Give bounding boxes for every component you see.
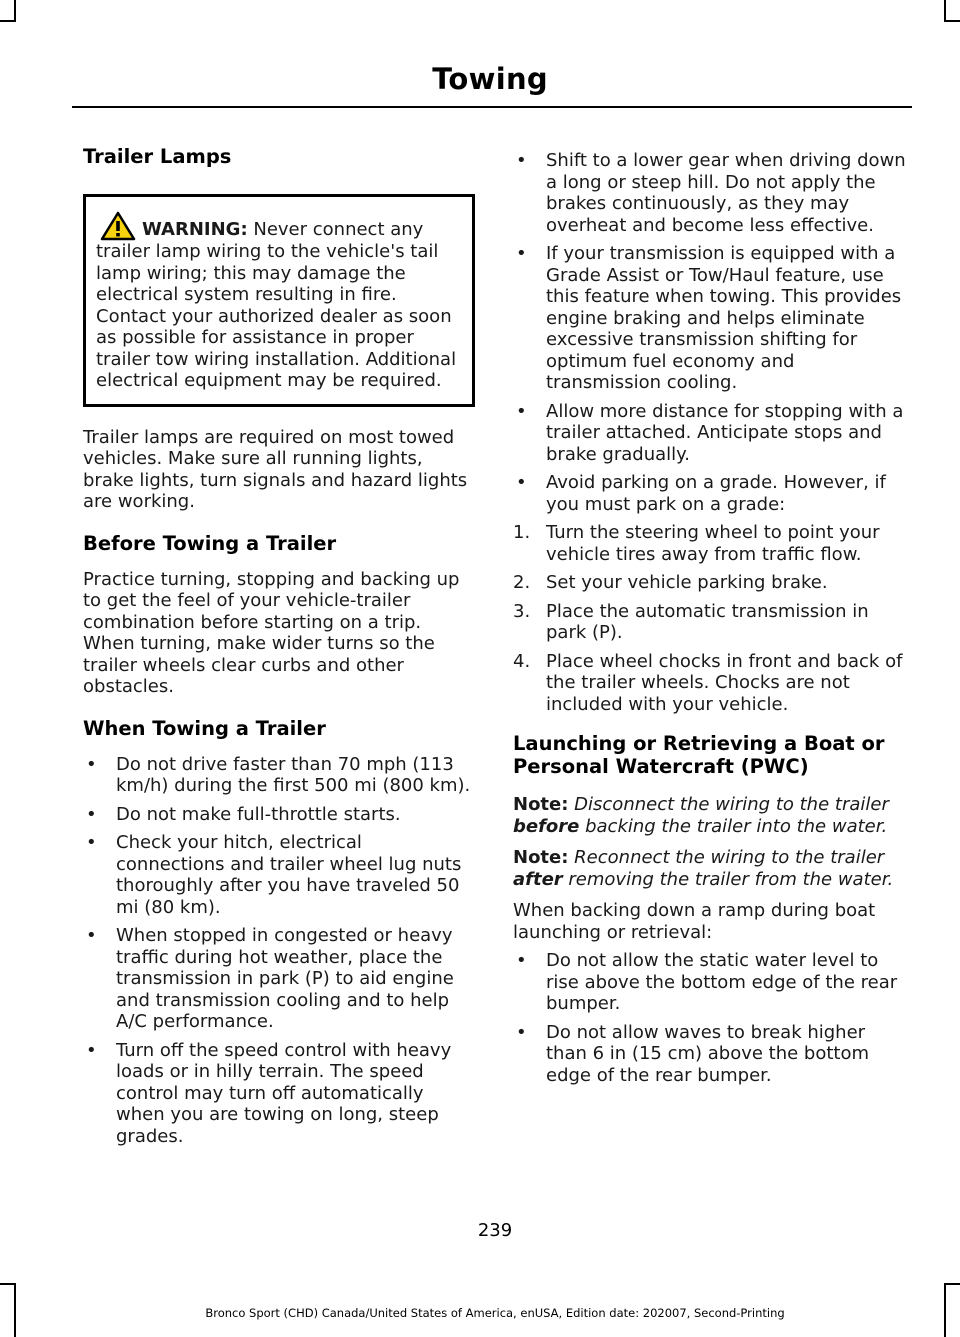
bullet-icon: • [86,753,97,775]
list-item-text: Do not allow waves to break higher than 6 in (15 cm) above the bottom edge of the rear bumper. [546,1021,870,1086]
list-item [513,243,908,394]
note-text: backing the trailer into the water. [579,815,888,837]
launching-heading: Launching or Retrieving a Boat or Personal Watercraft (PWC) [513,732,885,778]
list-item [513,401,908,466]
step-number: 1. [513,522,531,543]
before-towing-heading: Before Towing a Trailer [83,531,337,555]
parking-steps-list [513,522,908,715]
note-disconnect [513,794,908,837]
step-text: Set your vehicle parking brake. [546,572,828,593]
bullet-icon: • [86,832,97,853]
bullet-icon: • [516,243,527,264]
note-emphasis: after [513,868,563,890]
bullet-icon: • [516,150,527,171]
warning-label: WARNING: [142,219,248,240]
list-item [83,925,475,1033]
note-label: Note: [513,847,569,868]
note-text: Disconnect the wiring to the trailer [568,794,889,815]
before-towing-text: Practice turning, stopping and backing up to get the feel of your vehicle-trailer combination before starting on a trip. When turning, make wider turns so the trailer wheels clear curbs and other obstacles. [83,568,460,697]
note-text: removing the trailer from the water. [562,868,894,890]
list-item-text: Do not allow the static water level to rise above the bottom edge of the rear bumper. [546,950,898,1014]
list-item [83,804,475,826]
list-item-text: If your transmission is equipped with a Grade Assist or Tow/Haul feature, use this feature when towing. This provides engine braking and helps eliminate excessive transmission shifting for optimum fuel economy and transmission cooling. [546,243,902,393]
page-title: Towing [432,62,548,96]
list-item [83,832,475,918]
list-item-text: When stopped in congested or heavy traffic during hot weather, place the transmission in park (P) to aid engine and transmission cooling and to help A/C performance. [116,925,454,1032]
bullet-icon: • [516,472,527,493]
trailer-lamps-heading: Trailer Lamps [83,145,232,168]
bullet-icon: • [86,925,97,946]
step-number: 2. [513,572,531,593]
crop-mark [0,20,16,22]
bullet-icon: • [86,1039,97,1061]
step-item [513,572,908,594]
note-emphasis: before [513,815,580,837]
trailer-lamps-text: Trailer lamps are required on most towed vehicles. Make sure all running lights, brake lights, turn signals and hazard lights are working. [83,426,468,512]
note-label: Note: [513,794,569,815]
edition-footer: Bronco Sport (CHD) Canada/United States of America, enUSA, Edition date: 202007, Second-Printing [205,1306,785,1320]
bullet-icon: • [516,400,527,422]
bullet-icon: • [86,803,97,825]
warning-text: Never connect any trailer lamp wiring to the vehicle's tail lamp wiring; this may damage the electrical system resulting in fire. Contact your authorized dealer as soon as possible for assistance in proper trailer tow wiring installation. Additional electrical equipment may be required. [96,219,457,391]
list-item-text: Allow more distance for stopping with a trailer attached. Anticipate stops and brake gradually. [546,400,904,465]
towing-tips-list [513,150,908,515]
list-item [513,472,908,515]
note-text: Reconnect the wiring to the trailer [568,847,885,868]
crop-mark [944,1283,960,1285]
list-item [83,1040,475,1148]
right-column [513,150,908,1086]
note-reconnect [513,847,908,890]
warning-triangle-icon [100,211,136,241]
page-number: 239 [477,1220,513,1241]
boat-launch-list [513,950,908,1086]
bullet-icon: • [516,1021,527,1043]
step-text: Turn the steering wheel to point your vehicle tires away from traffic flow. [546,522,880,565]
list-item-text: Do not make full-throttle starts. [116,803,401,825]
crop-mark [14,0,16,20]
list-item-text: Shift to a lower gear when driving down a long or steep hill. Do not apply the brakes continuously, as they may overheat and become less effective. [546,150,906,236]
step-number: 3. [513,600,531,622]
list-item-text: Check your hitch, electrical connections and trailer wheel lug nuts thoroughly after you have traveled 50 mi (80 km). [116,832,462,918]
backing-text: When backing down a ramp during boat launching or retrieval: [513,900,876,943]
list-item [513,1022,908,1087]
step-text: Place wheel chocks in front and back of the trailer wheels. Chocks are not included with your vehicle. [546,650,903,715]
step-number: 4. [513,650,531,672]
list-item [513,950,908,1015]
crop-mark [944,20,960,22]
list-item-text: Avoid parking on a grade. However, if you must park on a grade: [546,472,886,515]
step-item [513,651,908,716]
list-item-text: Turn off the speed control with heavy loads or in hilly terrain. The speed control may turn off automatically when you are towing on long, steep grades. [116,1039,452,1147]
step-text: Place the automatic transmission in park (P). [546,600,869,643]
step-item [513,601,908,644]
list-item [513,150,908,236]
left-column [83,145,475,1147]
list-item-text: Do not drive faster than 70 mph (113 km/h) during the first 500 mi (800 km). [116,753,471,796]
step-item [513,522,908,565]
bullet-icon: • [516,950,527,971]
when-towing-heading: When Towing a Trailer [83,716,326,740]
crop-mark [944,0,946,20]
list-item [83,754,475,797]
header-rule [72,106,912,108]
when-towing-list [83,754,475,1148]
warning-box [83,194,475,407]
crop-mark [0,1283,16,1285]
